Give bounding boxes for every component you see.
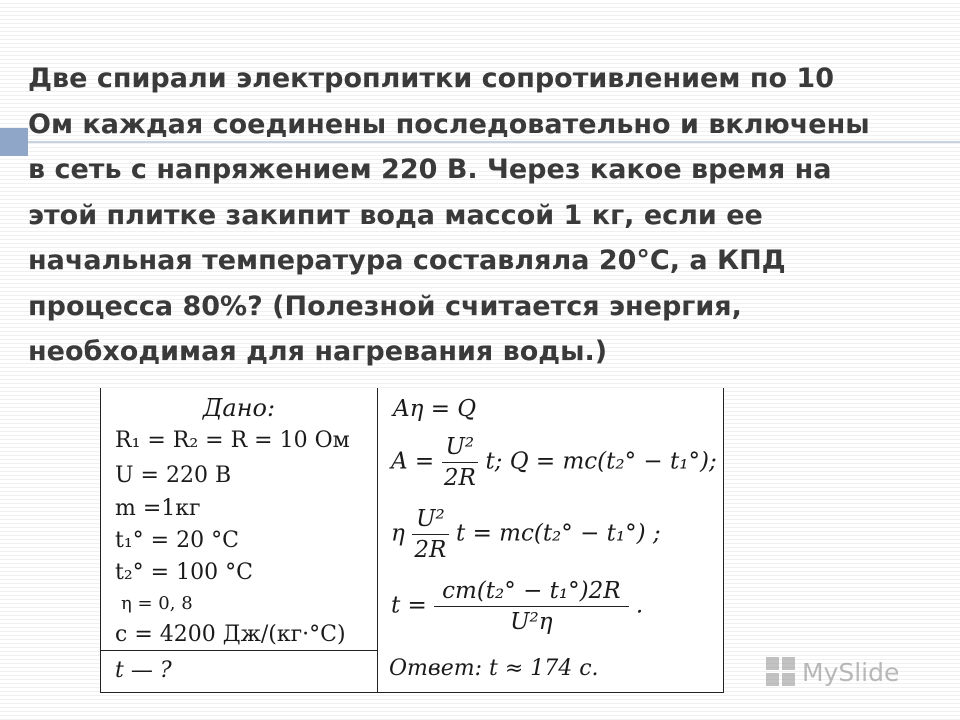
problem-line: необходимая для нагревания воды.) xyxy=(28,336,608,367)
given-efficiency: η = 0, 8 xyxy=(121,593,193,614)
column-divider xyxy=(377,388,378,692)
equation-3 xyxy=(391,504,661,565)
myslide-logo-icon xyxy=(766,657,796,687)
eq3-rest: t = mc(t₂° − t₁°) ; xyxy=(456,520,661,547)
eq3-numerator: U² xyxy=(412,504,449,535)
problem-line: процесса 80%? (Полезной считается энергия, xyxy=(28,290,742,322)
eq4-denominator: U²η xyxy=(510,609,553,635)
eq4-numerator: cm(t₂° − t₁°)2R xyxy=(434,576,628,607)
problem-line: в сеть с напряжением 220 В. Через какое время на xyxy=(28,154,832,185)
equation-4 xyxy=(391,576,643,637)
eq4-end: . xyxy=(635,592,644,619)
solution-table xyxy=(100,388,724,693)
given-mass: m =1кг xyxy=(115,496,201,521)
answer: Ответ: t ≈ 174 с. xyxy=(389,656,599,681)
eq3-lhs: η xyxy=(391,520,405,547)
eq2-fraction xyxy=(442,432,479,493)
eq2-denominator: 2R xyxy=(443,465,476,491)
myslide-watermark xyxy=(766,654,899,690)
watermark-text: MySlide xyxy=(802,657,900,687)
accent-bar xyxy=(0,128,28,156)
given-specific-heat: с = 4200 Дж/(кг·°С) xyxy=(115,622,346,647)
given-title: Дано: xyxy=(202,394,276,422)
eq2-numerator: U² xyxy=(442,432,479,463)
eq3-denominator: 2R xyxy=(414,537,447,563)
given-t1: t₁° = 20 °С xyxy=(115,528,239,553)
find-unknown: t — ? xyxy=(115,658,172,683)
eq2-lhs: A = xyxy=(391,448,435,475)
eq2-rest: t; Q = mc(t₂° − t₁°); xyxy=(485,448,717,475)
given-resistance: R₁ = R₂ = R = 10 Ом xyxy=(115,428,350,453)
eq3-fraction xyxy=(412,504,449,565)
problem-line: Ом каждая соединены последовательно и включены xyxy=(28,108,870,140)
given-t2: t₂° = 100 °С xyxy=(115,560,253,585)
problem-line: Две спирали электроплитки сопротивлением по 10 xyxy=(28,63,835,94)
given-separator xyxy=(101,650,377,651)
eq4-fraction xyxy=(434,576,628,637)
equation-2 xyxy=(391,432,717,493)
problem-line: начальная температура составляла 20°С, а КПД xyxy=(28,245,786,276)
given-voltage: U = 220 В xyxy=(115,463,232,488)
eq4-lhs: t = xyxy=(391,592,427,619)
problem-text xyxy=(28,56,928,375)
equation-1: Aη = Q xyxy=(393,396,477,422)
problem-line: этой плитке закипит вода массой 1 кг, если ее xyxy=(28,199,763,231)
